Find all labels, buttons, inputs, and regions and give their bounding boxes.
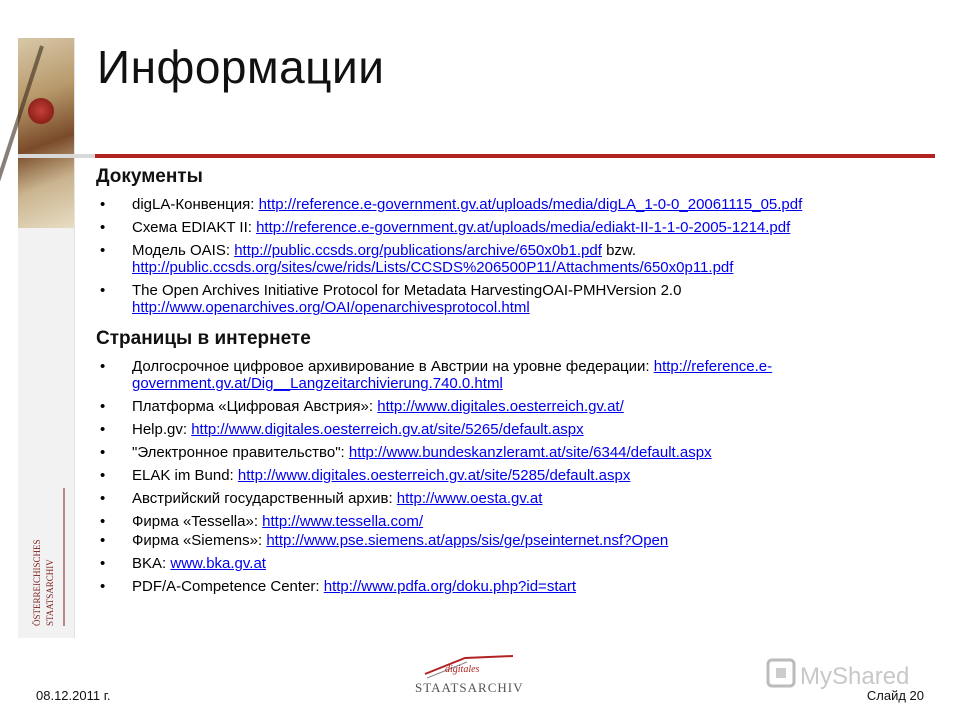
list-item bbox=[96, 358, 936, 392]
item-link[interactable]: http://www.digitales.oesterreich.gv.at/ bbox=[377, 398, 624, 415]
item-link[interactable]: http://reference.e-government.gv.at/Dig__Langzeitarchivierung.740.0.html bbox=[132, 358, 773, 392]
bullet-icon: • bbox=[100, 490, 106, 507]
bullet-icon: • bbox=[100, 578, 106, 595]
bullet-icon: • bbox=[100, 467, 106, 484]
list-item bbox=[96, 196, 936, 213]
item-text: Фирма «Tessella»: bbox=[132, 513, 263, 530]
list-item bbox=[96, 490, 936, 507]
title-rule-left bbox=[18, 154, 95, 158]
bullet-icon: • bbox=[100, 242, 106, 259]
bullet-icon: • bbox=[100, 196, 106, 213]
item-link[interactable]: http://www.digitales.oesterreich.gv.at/site/5285/default.aspx bbox=[237, 467, 631, 484]
list-item bbox=[96, 444, 936, 461]
slide-title: Информации bbox=[97, 41, 385, 93]
svg-text:ÖSTERREICHISCHES: ÖSTERREICHISCHES bbox=[32, 539, 42, 626]
item-link[interactable]: www.bka.gv.at bbox=[170, 555, 266, 572]
slide-content bbox=[96, 168, 936, 601]
item-text: digLA-Конвенция: bbox=[132, 196, 259, 213]
bullet-icon: • bbox=[100, 219, 106, 236]
item-text: Схема EDIAKT II: bbox=[132, 219, 257, 236]
item-link[interactable]: http://www.tessella.com/ bbox=[262, 513, 424, 530]
item-text: Help.gv: bbox=[132, 421, 192, 438]
bullet-icon: • bbox=[100, 513, 106, 530]
item-link[interactable]: http://reference.e-government.gv.at/uploads/media/digLA_1-0-0_20061115_05.pdf bbox=[258, 196, 803, 213]
svg-text:digitales: digitales bbox=[445, 664, 480, 675]
item-text: "Электронное правительство": bbox=[132, 444, 349, 461]
title-rule bbox=[95, 154, 935, 158]
svg-text:STAATSARCHIV: STAATSARCHIV bbox=[45, 559, 55, 626]
bullet-icon: • bbox=[100, 532, 106, 549]
staatsarchiv-side-logo bbox=[20, 478, 72, 628]
item-link[interactable]: http://www.pse.siemens.at/apps/sis/ge/pseinternet.nsf?Open bbox=[266, 532, 669, 549]
item-text: The Open Archives Initiative Protocol for Metadata HarvestingOAI-PMHVersion 2.0 bbox=[132, 282, 682, 299]
item-text: Платформа «Цифровая Австрия»: bbox=[132, 398, 378, 415]
item-link[interactable]: http://www.bundeskanzleramt.at/site/6344/default.aspx bbox=[348, 444, 712, 461]
section-heading-websites: Страницы в интернете bbox=[96, 328, 311, 349]
bullet-icon: • bbox=[100, 398, 106, 415]
left-decorative-band bbox=[18, 38, 75, 638]
item-text: Долгосрочное цифровое архивирование в Австрии на уровне федерации: bbox=[132, 358, 654, 375]
list-item bbox=[96, 219, 936, 236]
item-link-2[interactable]: http://public.ccsds.org/sites/cwe/rids/Lists/CCSDS%206500P11/Attachments/650x0p11.pdf bbox=[132, 259, 734, 276]
item-text: ELAK im Bund: bbox=[132, 467, 238, 484]
websites-list bbox=[96, 358, 936, 595]
item-link[interactable]: http://www.openarchives.org/OAI/openarchivesprotocol.html bbox=[132, 299, 530, 316]
bullet-icon: • bbox=[100, 282, 106, 299]
list-item bbox=[96, 467, 936, 484]
svg-text:MyShared: MyShared bbox=[800, 663, 910, 690]
bullet-icon: • bbox=[100, 358, 106, 375]
slide-number: Слайд 20 bbox=[866, 688, 924, 703]
item-text: Фирма «Siemens»: bbox=[132, 532, 267, 549]
list-item bbox=[96, 578, 936, 595]
item-link[interactable]: http://www.digitales.oesterreich.gv.at/site/5265/default.aspx bbox=[191, 421, 584, 438]
item-link[interactable]: http://reference.e-government.gv.at/uploads/media/ediakt-II-1-1-0-2005-1214.pdf bbox=[256, 219, 791, 236]
item-link[interactable]: http://www.pdfa.org/doku.php?id=start bbox=[323, 578, 576, 595]
footer-date: 08.12.2011 г. bbox=[36, 688, 111, 703]
list-item bbox=[96, 282, 936, 316]
list-item bbox=[96, 242, 936, 276]
list-item bbox=[96, 555, 936, 572]
section-heading-documents: Документы bbox=[96, 166, 203, 187]
bullet-icon: • bbox=[100, 421, 106, 438]
staatsarchiv-logo bbox=[405, 652, 535, 702]
item-text: PDF/A-Competence Center: bbox=[132, 578, 324, 595]
item-text: Австрийский государственный архив: bbox=[132, 490, 397, 507]
item-text: Модель OAIS: bbox=[132, 242, 235, 259]
documents-list bbox=[96, 196, 936, 316]
bullet-icon: • bbox=[100, 555, 106, 572]
bullet-icon: • bbox=[100, 444, 106, 461]
item-text: BKA: bbox=[132, 555, 171, 572]
list-item bbox=[96, 513, 936, 530]
svg-text:STAATSARCHIV: STAATSARCHIV bbox=[415, 680, 524, 695]
list-item bbox=[96, 421, 936, 438]
archive-photo bbox=[18, 38, 74, 228]
item-link[interactable]: http://public.ccsds.org/publications/archive/650x0b1.pdf bbox=[234, 242, 602, 259]
item-link[interactable]: http://www.oesta.gv.at bbox=[396, 490, 543, 507]
wax-seal-image bbox=[28, 98, 54, 124]
list-item bbox=[96, 532, 936, 549]
list-item bbox=[96, 398, 936, 415]
item-text-2: bzw. bbox=[601, 242, 637, 259]
quill-image bbox=[0, 45, 44, 208]
